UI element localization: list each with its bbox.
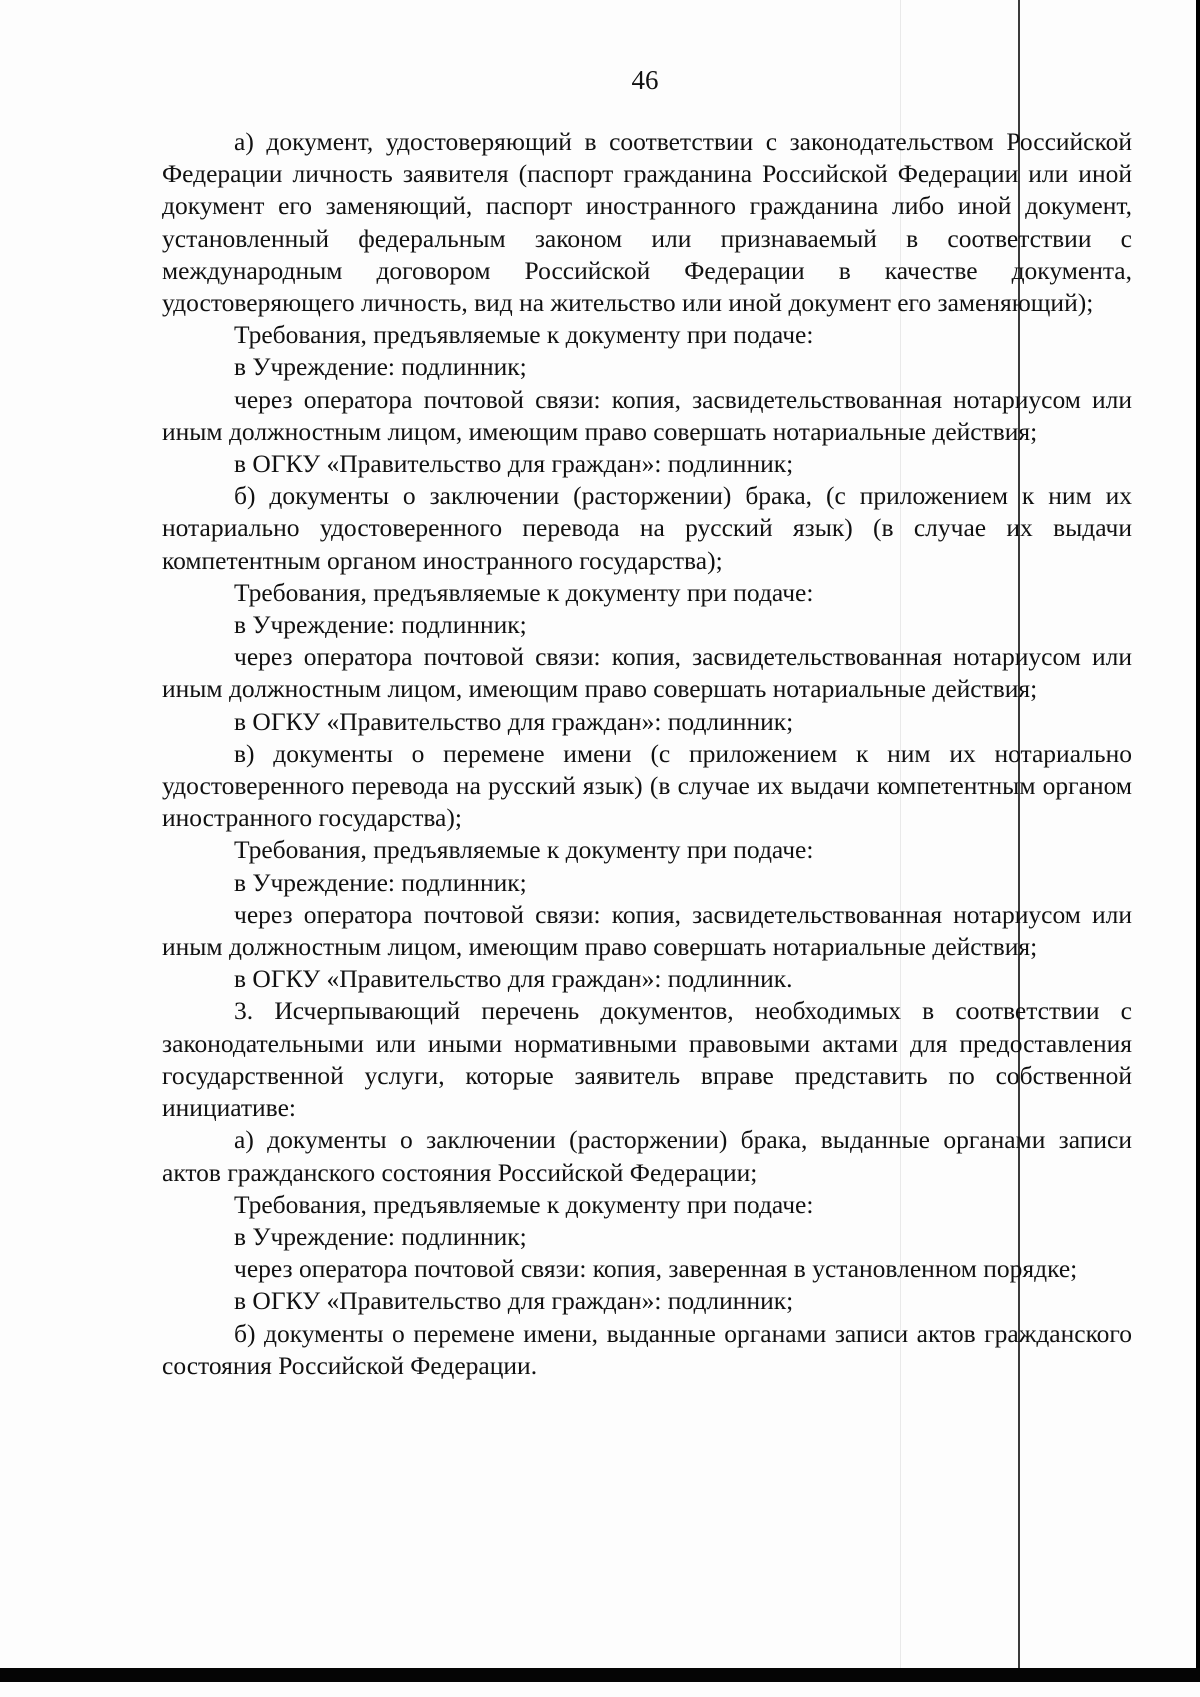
paragraph: б) документы о заключении (расторжении) брака, (с приложением к ним их нотариально удостоверенного перевода на русский язык) (в случае их выдачи компетентным органом иностранного государства); (162, 481, 1132, 575)
paragraph: Требования, предъявляемые к документу при подаче: (234, 835, 814, 865)
paragraph: в ОГКУ «Правительство для граждан»: подлинник; (234, 449, 794, 479)
scan-edge (0, 1668, 1200, 1682)
paragraph: Требования, предъявляемые к документу при подаче: (234, 1189, 814, 1219)
paragraph: через оператора почтовой связи: копия, засвидетельствованная нотариусом или иным должностным лицом, имеющим право совершать нотариальные действия; (162, 899, 1132, 962)
paragraph: Требования, предъявляемые к документу при подаче: (234, 577, 814, 607)
paragraph: через оператора почтовой связи: копия, заверенная в установленном порядке; (234, 1254, 1078, 1284)
paragraph: в ОГКУ «Правительство для граждан»: подлинник; (234, 1286, 794, 1316)
page-number: 46 (631, 65, 659, 95)
paragraph: б) документы о перемене имени, выданные органами записи актов гражданского состояния Российской Федерации. (162, 1318, 1132, 1380)
paragraph: в Учреждение: подлинник; (234, 352, 527, 382)
paragraph: Требования, предъявляемые к документу при подаче: (234, 320, 814, 350)
paragraph: в Учреждение: подлинник; (234, 867, 527, 897)
paragraph: а) документы о заключении (расторжении) брака, выданные органами записи актов гражданского состояния Российской Федерации; (162, 1125, 1132, 1187)
paragraph: в ОГКУ «Правительство для граждан»: подлинник. (234, 964, 793, 994)
paragraph: в Учреждение: подлинник; (234, 1221, 527, 1251)
paragraph: через оператора почтовой связи: копия, засвидетельствованная нотариусом или иным должностным лицом, имеющим право совершать нотариальные действия; (162, 642, 1132, 704)
paragraph: 3. Исчерпывающий перечень документов, необходимых в соответствии с законодательными или иными нормативными правовыми актами для предоставления государственной услуги, которые заявитель вправе представить по собственной инициативе: (162, 996, 1132, 1123)
paragraph: через оператора почтовой связи: копия, засвидетельствованная нотариусом или иным должностным лицом, имеющим право совершать нотариальные действия; (162, 384, 1132, 446)
paragraph: в ОГКУ «Правительство для граждан»: подлинник; (234, 706, 794, 736)
paragraph: в) документы о перемене имени (с приложением к ним их нотариально удостоверенного перевода на русский язык) (в случае их выдачи компетентным органом иностранного государства); (162, 738, 1132, 833)
paragraph: в Учреждение: подлинник; (234, 610, 527, 640)
paragraph: а) документ, удостоверяющий в соответствии с законодательством Российской Федерации личность заявителя (паспорт гражданина Российской Федерации или иной документ его заменяющий, паспорт иностранного гражданина либо иной документ, установленный федеральным законом или признаваемый в соответствии с международным договором Российской Федерации в качестве документа, удостоверяющего личность, вид на жительство или иной документ его заменяющий); (162, 127, 1132, 318)
scan-edge (1196, 0, 1200, 1680)
document-body (162, 126, 1132, 1382)
